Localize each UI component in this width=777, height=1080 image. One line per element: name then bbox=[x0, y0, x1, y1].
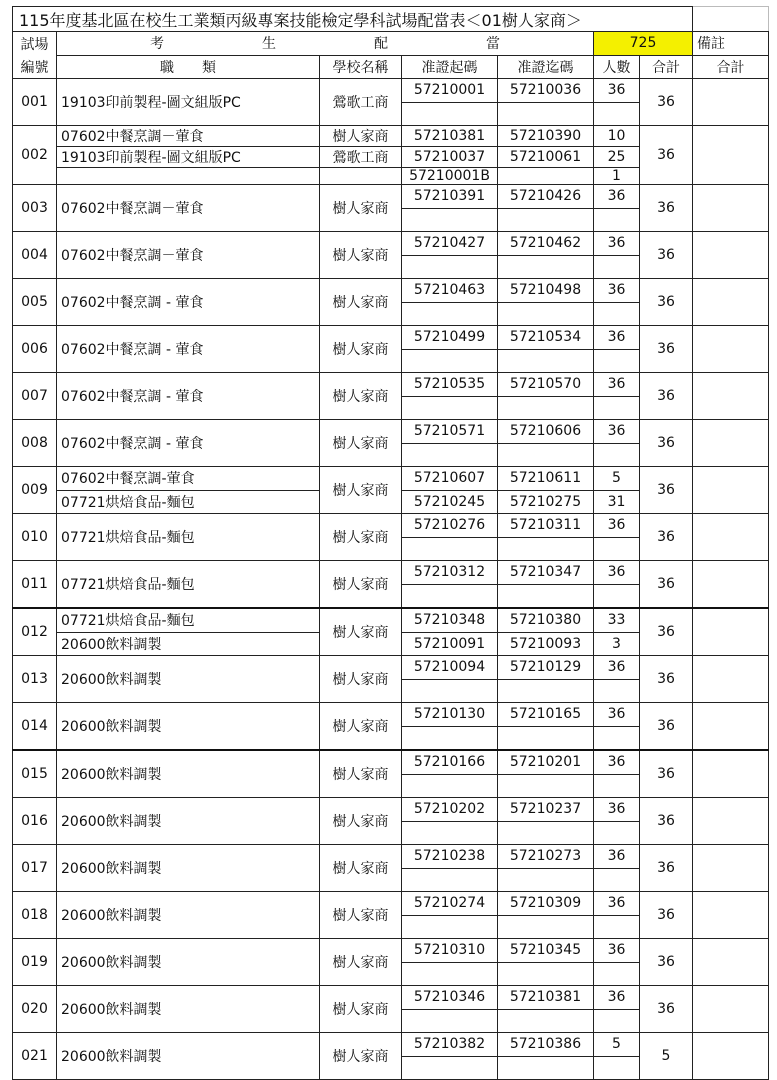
category-cell: 07602中餐烹調－葷食 bbox=[57, 126, 320, 147]
start-number-cell: 57210091 bbox=[402, 632, 498, 656]
end-number-cell bbox=[498, 443, 594, 467]
end-number-cell: 57210498 bbox=[498, 279, 594, 303]
table-row bbox=[13, 126, 769, 147]
count-cell bbox=[594, 915, 640, 939]
end-number-cell bbox=[498, 349, 594, 373]
category-cell: 20600飲料調製 bbox=[57, 892, 320, 939]
remark-cell bbox=[693, 232, 769, 279]
table-row bbox=[13, 845, 769, 869]
room-label-top: 試場 bbox=[13, 32, 57, 56]
category-cell: 20600飲料調製 bbox=[57, 986, 320, 1033]
room-subtotal: 36 bbox=[640, 279, 693, 326]
category-cell: 07721烘焙食品-麵包 bbox=[57, 608, 320, 632]
count-cell: 36 bbox=[594, 514, 640, 538]
start-number-cell: 57210001B bbox=[402, 168, 498, 185]
table-row bbox=[13, 608, 769, 632]
start-number-cell: 57210202 bbox=[402, 798, 498, 822]
count-cell: 36 bbox=[594, 561, 640, 585]
remark-cell bbox=[693, 126, 769, 185]
count-cell bbox=[594, 443, 640, 467]
table-row bbox=[13, 373, 769, 397]
count-header: 人數 bbox=[594, 55, 640, 79]
start-number-header: 准證起碼 bbox=[402, 55, 498, 79]
school-cell: 樹人家商 bbox=[320, 845, 402, 892]
room-id: 005 bbox=[13, 279, 57, 326]
category-cell: 20600飲料調製 bbox=[57, 845, 320, 892]
end-number-cell bbox=[498, 208, 594, 232]
count-cell: 36 bbox=[594, 703, 640, 727]
remark-cell bbox=[693, 185, 769, 232]
count-cell: 33 bbox=[594, 608, 640, 632]
school-cell: 樹人家商 bbox=[320, 986, 402, 1033]
category-cell: 07721烘焙食品-麵包 bbox=[57, 561, 320, 609]
room-id: 018 bbox=[13, 892, 57, 939]
count-cell: 36 bbox=[594, 185, 640, 209]
school-cell: 樹人家商 bbox=[320, 185, 402, 232]
count-cell bbox=[594, 1056, 640, 1080]
end-number-cell bbox=[498, 1056, 594, 1080]
table-row bbox=[13, 1033, 769, 1057]
count-cell: 36 bbox=[594, 79, 640, 103]
category-cell: 20600飲料調製 bbox=[57, 1033, 320, 1080]
count-cell: 36 bbox=[594, 232, 640, 256]
remark-cell bbox=[693, 845, 769, 892]
room-label-bottom: 編號 bbox=[13, 55, 57, 79]
count-cell: 36 bbox=[594, 939, 640, 963]
remark-cell bbox=[693, 467, 769, 514]
count-cell bbox=[594, 726, 640, 750]
end-number-cell: 57210061 bbox=[498, 147, 594, 168]
end-number-cell bbox=[498, 537, 594, 561]
start-number-cell bbox=[402, 821, 498, 845]
start-number-cell bbox=[402, 962, 498, 986]
start-number-cell bbox=[402, 915, 498, 939]
start-number-cell bbox=[402, 537, 498, 561]
start-number-cell bbox=[402, 868, 498, 892]
count-cell: 36 bbox=[594, 845, 640, 869]
count-cell bbox=[594, 302, 640, 326]
start-number-cell: 57210037 bbox=[402, 147, 498, 168]
room-subtotal: 36 bbox=[640, 750, 693, 798]
end-number-cell: 57210201 bbox=[498, 750, 594, 774]
start-number-cell: 57210238 bbox=[402, 845, 498, 869]
end-number-cell bbox=[498, 915, 594, 939]
remark-cell bbox=[693, 986, 769, 1033]
start-number-cell: 57210391 bbox=[402, 185, 498, 209]
remark-cell bbox=[693, 279, 769, 326]
count-cell: 3 bbox=[594, 632, 640, 656]
category-cell: 20600飲料調製 bbox=[57, 798, 320, 845]
school-cell: 樹人家商 bbox=[320, 561, 402, 609]
end-number-cell: 57210129 bbox=[498, 656, 594, 680]
room-subtotal: 36 bbox=[640, 608, 693, 656]
count-cell: 36 bbox=[594, 326, 640, 350]
remark-cell bbox=[693, 79, 769, 126]
remark-cell bbox=[693, 798, 769, 845]
table-row bbox=[13, 279, 769, 303]
start-number-cell: 57210535 bbox=[402, 373, 498, 397]
end-number-cell: 57210462 bbox=[498, 232, 594, 256]
school-cell: 樹人家商 bbox=[320, 798, 402, 845]
category-cell bbox=[57, 168, 320, 185]
end-number-cell: 57210309 bbox=[498, 892, 594, 916]
school-cell: 樹人家商 bbox=[320, 703, 402, 751]
candidate-header bbox=[57, 32, 594, 56]
subtotal-header: 合計 bbox=[640, 55, 693, 79]
room-id: 020 bbox=[13, 986, 57, 1033]
start-number-cell bbox=[402, 726, 498, 750]
count-cell bbox=[594, 1009, 640, 1033]
start-number-cell bbox=[402, 774, 498, 798]
count-cell bbox=[594, 584, 640, 608]
school-cell: 樹人家商 bbox=[320, 326, 402, 373]
start-number-cell: 57210276 bbox=[402, 514, 498, 538]
table-row bbox=[13, 986, 769, 1010]
room-subtotal: 36 bbox=[640, 420, 693, 467]
room-subtotal: 5 bbox=[640, 1033, 693, 1080]
start-number-cell bbox=[402, 208, 498, 232]
start-number-cell: 57210499 bbox=[402, 326, 498, 350]
page-title: 115年度基北區在校生工業類丙級專案技能檢定學科試場配當表＜01樹人家商＞ bbox=[13, 7, 693, 32]
school-cell: 樹人家商 bbox=[320, 373, 402, 420]
category-cell: 07602中餐烹調－葷食 bbox=[57, 232, 320, 279]
category-cell: 07602中餐烹調 - 葷食 bbox=[57, 420, 320, 467]
start-number-cell bbox=[402, 679, 498, 703]
grand-total: 725 bbox=[594, 32, 693, 56]
room-id: 010 bbox=[13, 514, 57, 561]
category-cell: 07602中餐烹調-葷食 bbox=[57, 467, 320, 491]
room-subtotal: 36 bbox=[640, 939, 693, 986]
room-id: 011 bbox=[13, 561, 57, 609]
title-blank-cell bbox=[693, 7, 769, 32]
count-cell: 31 bbox=[594, 490, 640, 514]
room-subtotal: 36 bbox=[640, 892, 693, 939]
room-id: 019 bbox=[13, 939, 57, 986]
start-number-cell: 57210427 bbox=[402, 232, 498, 256]
start-number-cell: 57210001 bbox=[402, 79, 498, 103]
count-cell bbox=[594, 679, 640, 703]
category-cell: 19103印前製程-圖文組版PC bbox=[57, 147, 320, 168]
room-id: 016 bbox=[13, 798, 57, 845]
end-number-cell: 57210273 bbox=[498, 845, 594, 869]
start-number-cell bbox=[402, 1009, 498, 1033]
count-cell bbox=[594, 102, 640, 126]
count-cell bbox=[594, 396, 640, 420]
remark-cell bbox=[693, 373, 769, 420]
table-row bbox=[13, 326, 769, 350]
table-row bbox=[13, 185, 769, 209]
room-id: 001 bbox=[13, 79, 57, 126]
remark-cell bbox=[693, 514, 769, 561]
category-cell: 20600飲料調製 bbox=[57, 750, 320, 798]
table-row bbox=[13, 939, 769, 963]
end-number-cell bbox=[498, 584, 594, 608]
end-number-cell: 57210380 bbox=[498, 608, 594, 632]
end-number-cell: 57210606 bbox=[498, 420, 594, 444]
start-number-cell: 57210382 bbox=[402, 1033, 498, 1057]
candidate-header-char: 考 bbox=[150, 36, 164, 53]
count-cell: 36 bbox=[594, 420, 640, 444]
count-cell: 10 bbox=[594, 126, 640, 147]
school-cell: 樹人家商 bbox=[320, 126, 402, 147]
start-number-cell bbox=[402, 1056, 498, 1080]
school-cell: 樹人家商 bbox=[320, 939, 402, 986]
start-number-cell: 57210310 bbox=[402, 939, 498, 963]
room-id: 002 bbox=[13, 126, 57, 185]
end-number-cell: 57210534 bbox=[498, 326, 594, 350]
count-cell bbox=[594, 821, 640, 845]
end-number-cell bbox=[498, 1009, 594, 1033]
start-number-cell: 57210346 bbox=[402, 986, 498, 1010]
room-subtotal: 36 bbox=[640, 845, 693, 892]
school-cell: 鶯歌工商 bbox=[320, 147, 402, 168]
school-cell: 樹人家商 bbox=[320, 279, 402, 326]
count-cell: 36 bbox=[594, 279, 640, 303]
start-number-cell bbox=[402, 102, 498, 126]
end-number-cell: 57210311 bbox=[498, 514, 594, 538]
room-subtotal: 36 bbox=[640, 326, 693, 373]
end-number-cell: 57210347 bbox=[498, 561, 594, 585]
school-cell: 樹人家商 bbox=[320, 750, 402, 798]
remark-cell bbox=[693, 656, 769, 703]
table-row bbox=[13, 514, 769, 538]
start-number-cell bbox=[402, 302, 498, 326]
category-cell: 07602中餐烹調 - 葷食 bbox=[57, 279, 320, 326]
room-id: 017 bbox=[13, 845, 57, 892]
category-header: 職 類 bbox=[57, 55, 320, 79]
table-row bbox=[13, 561, 769, 585]
end-number-cell: 57210036 bbox=[498, 79, 594, 103]
count-cell: 25 bbox=[594, 147, 640, 168]
school-cell: 樹人家商 bbox=[320, 232, 402, 279]
start-number-cell: 57210348 bbox=[402, 608, 498, 632]
room-subtotal: 36 bbox=[640, 79, 693, 126]
start-number-cell: 57210245 bbox=[402, 490, 498, 514]
remark-cell bbox=[693, 1033, 769, 1080]
category-cell: 07721烘焙食品-麵包 bbox=[57, 514, 320, 561]
end-number-cell: 57210570 bbox=[498, 373, 594, 397]
school-cell: 樹人家商 bbox=[320, 892, 402, 939]
count-cell bbox=[594, 208, 640, 232]
room-id: 009 bbox=[13, 467, 57, 514]
start-number-cell: 57210094 bbox=[402, 656, 498, 680]
start-number-cell bbox=[402, 349, 498, 373]
end-number-cell: 57210390 bbox=[498, 126, 594, 147]
room-id: 007 bbox=[13, 373, 57, 420]
school-cell: 鶯歌工商 bbox=[320, 79, 402, 126]
start-number-cell bbox=[402, 396, 498, 420]
count-cell bbox=[594, 349, 640, 373]
school-cell: 樹人家商 bbox=[320, 656, 402, 703]
start-number-cell bbox=[402, 255, 498, 279]
end-number-cell bbox=[498, 102, 594, 126]
room-subtotal: 36 bbox=[640, 798, 693, 845]
room-subtotal: 36 bbox=[640, 185, 693, 232]
end-number-cell: 57210275 bbox=[498, 490, 594, 514]
category-cell: 07721烘焙食品-麵包 bbox=[57, 490, 320, 514]
end-number-cell bbox=[498, 302, 594, 326]
room-subtotal: 36 bbox=[640, 232, 693, 279]
table-row bbox=[13, 232, 769, 256]
start-number-cell: 57210130 bbox=[402, 703, 498, 727]
room-id: 015 bbox=[13, 750, 57, 798]
start-number-cell bbox=[402, 443, 498, 467]
table-row bbox=[13, 467, 769, 491]
allocation-table bbox=[12, 6, 769, 1080]
start-number-cell: 57210381 bbox=[402, 126, 498, 147]
category-cell: 07602中餐烹調 - 葷食 bbox=[57, 326, 320, 373]
table-row bbox=[13, 656, 769, 680]
candidate-header-char: 當 bbox=[486, 36, 500, 53]
remark-label: 備註 bbox=[693, 32, 769, 56]
room-id: 014 bbox=[13, 703, 57, 751]
count-cell: 5 bbox=[594, 467, 640, 491]
remark-cell bbox=[693, 703, 769, 751]
end-number-cell bbox=[498, 868, 594, 892]
end-number-cell bbox=[498, 255, 594, 279]
table-row bbox=[13, 892, 769, 916]
count-cell: 36 bbox=[594, 656, 640, 680]
start-number-cell: 57210312 bbox=[402, 561, 498, 585]
room-subtotal: 36 bbox=[640, 703, 693, 751]
end-number-cell bbox=[498, 774, 594, 798]
count-cell: 36 bbox=[594, 986, 640, 1010]
end-number-cell bbox=[498, 679, 594, 703]
end-number-cell bbox=[498, 168, 594, 185]
table-row bbox=[13, 79, 769, 103]
count-cell bbox=[594, 774, 640, 798]
school-cell: 樹人家商 bbox=[320, 608, 402, 656]
remark-cell bbox=[693, 326, 769, 373]
room-subtotal: 36 bbox=[640, 514, 693, 561]
start-number-cell: 57210166 bbox=[402, 750, 498, 774]
end-number-cell: 57210345 bbox=[498, 939, 594, 963]
end-number-cell bbox=[498, 726, 594, 750]
room-subtotal: 36 bbox=[640, 656, 693, 703]
count-cell: 36 bbox=[594, 892, 640, 916]
room-subtotal: 36 bbox=[640, 373, 693, 420]
count-cell: 36 bbox=[594, 373, 640, 397]
count-cell bbox=[594, 255, 640, 279]
school-cell: 樹人家商 bbox=[320, 467, 402, 514]
end-number-cell: 57210165 bbox=[498, 703, 594, 727]
school-cell: 樹人家商 bbox=[320, 514, 402, 561]
room-subtotal: 36 bbox=[640, 467, 693, 514]
count-cell bbox=[594, 962, 640, 986]
category-cell: 20600飲料調製 bbox=[57, 656, 320, 703]
room-id: 003 bbox=[13, 185, 57, 232]
count-cell: 1 bbox=[594, 168, 640, 185]
room-id: 012 bbox=[13, 608, 57, 656]
category-cell: 19103印前製程-圖文組版PC bbox=[57, 79, 320, 126]
table-row bbox=[13, 703, 769, 727]
end-number-cell: 57210386 bbox=[498, 1033, 594, 1057]
candidate-header-char: 生 bbox=[262, 36, 276, 53]
school-cell: 樹人家商 bbox=[320, 420, 402, 467]
count-cell: 36 bbox=[594, 750, 640, 774]
category-cell: 20600飲料調製 bbox=[57, 632, 320, 656]
end-number-header: 准證迄碼 bbox=[498, 55, 594, 79]
category-cell: 07602中餐烹調－葷食 bbox=[57, 185, 320, 232]
end-number-cell: 57210611 bbox=[498, 467, 594, 491]
table-row bbox=[13, 798, 769, 822]
count-cell bbox=[594, 868, 640, 892]
remark-cell bbox=[693, 561, 769, 609]
room-id: 006 bbox=[13, 326, 57, 373]
candidate-header-char: 配 bbox=[374, 36, 388, 53]
remark-cell bbox=[693, 939, 769, 986]
remark-cell bbox=[693, 892, 769, 939]
room-subtotal: 36 bbox=[640, 126, 693, 185]
school-cell: 樹人家商 bbox=[320, 1033, 402, 1080]
end-number-cell bbox=[498, 962, 594, 986]
start-number-cell: 57210463 bbox=[402, 279, 498, 303]
school-cell bbox=[320, 168, 402, 185]
end-number-cell: 57210237 bbox=[498, 798, 594, 822]
room-id: 013 bbox=[13, 656, 57, 703]
end-number-cell: 57210381 bbox=[498, 986, 594, 1010]
remark-subtotal-header: 合計 bbox=[693, 55, 769, 79]
remark-cell bbox=[693, 750, 769, 798]
room-subtotal: 36 bbox=[640, 986, 693, 1033]
count-cell: 5 bbox=[594, 1033, 640, 1057]
end-number-cell bbox=[498, 396, 594, 420]
end-number-cell bbox=[498, 821, 594, 845]
count-cell: 36 bbox=[594, 798, 640, 822]
start-number-cell bbox=[402, 584, 498, 608]
room-id: 004 bbox=[13, 232, 57, 279]
end-number-cell: 57210093 bbox=[498, 632, 594, 656]
remark-cell bbox=[693, 608, 769, 656]
start-number-cell: 57210607 bbox=[402, 467, 498, 491]
remark-cell bbox=[693, 420, 769, 467]
end-number-cell: 57210426 bbox=[498, 185, 594, 209]
table-row bbox=[13, 750, 769, 774]
room-subtotal: 36 bbox=[640, 561, 693, 609]
category-cell: 07602中餐烹調 - 葷食 bbox=[57, 373, 320, 420]
category-cell: 20600飲料調製 bbox=[57, 939, 320, 986]
start-number-cell: 57210274 bbox=[402, 892, 498, 916]
school-header: 學校名稱 bbox=[320, 55, 402, 79]
room-id: 008 bbox=[13, 420, 57, 467]
count-cell bbox=[594, 537, 640, 561]
start-number-cell: 57210571 bbox=[402, 420, 498, 444]
room-id: 021 bbox=[13, 1033, 57, 1080]
category-cell: 20600飲料調製 bbox=[57, 703, 320, 751]
table-row bbox=[13, 420, 769, 444]
